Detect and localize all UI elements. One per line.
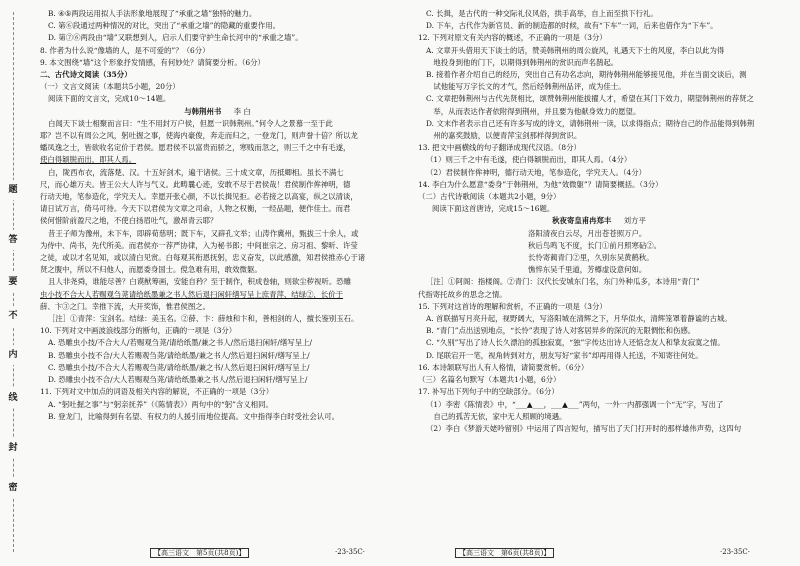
answer-option: 州的嘉奖鼓励，以便青萍宝剑那样得到赏识。 [426, 131, 582, 141]
poem-title-row [418, 215, 780, 227]
subsection-heading: （二）古代诗歌阅读（本题共2小题，9分） [418, 192, 561, 202]
answer-option: B. 登龙门，比喻得到有名望、有权力的人援引而地位提高。文中指得李白时受社会认可。 [48, 411, 339, 421]
seal-char: 题 [3, 180, 23, 200]
reading-instruction: 阅读下面的文言文，完成10～14题。 [48, 94, 171, 104]
answer-option: D. 文末作者表示自己还有许多写成的诗文，请韩荆州一读，以求得指点；期待自己的作品能得到韩荆 [426, 118, 755, 128]
poem-line: 憔悴东吴千里道，芳樽虚设意何如。 [528, 265, 647, 275]
passage-line: 使白得颖脱而出，即其人焉。 [40, 155, 137, 165]
passage-line: 之徒，或以才名见知，或以清白见赏。白每观其衔恩抚躬，忠义奋发，以此感激，知君侯推赤心于诸 [40, 253, 366, 263]
option-line: D. 第⑦⑥两段由“墙”又联想到人，启示人们要守护生命长河中的“承重之墙”。 [48, 33, 303, 43]
question-15: 15. 下列对这首诗的理解和赏析，不正确的一项是（3分） [418, 301, 607, 311]
answer-option: B. 接着作者介绍自己的经历，突出自己有功名志向，期待韩荆州能够接见他，并在当面交谈后，测 [426, 70, 747, 80]
question-8: 8. 作者为什么说“像墙的人，是不可爱的”？（6分） [40, 45, 210, 55]
poem-author: 刘方平 [623, 216, 646, 226]
footer-right [455, 548, 554, 558]
answer-option: 地投身到他的门下，以期得到韩荆州的赏识而声名鹊起。 [426, 57, 619, 67]
answer-option: A. 首联描写月亮升起，视野阔大，写洛阳城在清辉之下，月华似水，清辉笼罩着静谧的古城。 [426, 314, 732, 324]
passage-line: 薛、卞③之门。幸推下流，大开奖饰，惟君侯图之。 [40, 301, 210, 311]
page-code: ·23-35C· [720, 548, 750, 556]
answer-option: B. 恐雕虫小技不合/大人若赐观刍荛/请给纸墨/兼之书人/然后退扫闲轩/缮写呈上/ [48, 350, 310, 360]
seal-char: 不 [3, 306, 23, 326]
seal-char: 密 [3, 478, 23, 498]
passage-title: 与韩荆州书 [184, 106, 222, 116]
page-code: ·23-35C· [335, 548, 365, 556]
sub-question: （1）李密《陈情表》中，“___▲___，___▲___”两句，一外一内都强调一个“无”字，写出了 [426, 399, 724, 409]
footer-left-code [335, 548, 365, 556]
reading-instruction: 阅读下面这首唐诗，完成15～16题。 [432, 204, 555, 214]
passage-line: 且人非尧舜，谁能尽善？白谟猷筹画，安能自矜？至于制作，积成卷轴，则欲尘秽视听。恐雕 [48, 277, 352, 287]
seal-margin [0, 0, 26, 566]
question-17: 17. 补写出下列句子中的空缺部分。（6分） [418, 387, 559, 397]
seal-char: 答 [3, 230, 23, 250]
passage-title-row [40, 106, 395, 118]
answer-option: C. “久别”写出了诗人长久漂泊的孤独寂寞，“独”字传达出诗人还惦念友人和挚友寂寞之情。 [426, 338, 725, 348]
passage-line: 昔王子师为豫州，未下车，即辟荀慈明；既下车，又辟孔文举；山涛作冀州，甄拔三十余人，或 [48, 228, 359, 238]
sub-question: 自己的孤苦无依，家中无人照顾的境遇。 [426, 411, 567, 421]
poem-line: 洛阳清夜白云尽，月出苍苍照万户。 [528, 228, 647, 238]
subsection-heading: （三）名篇名句默写（本题共1小题，6分） [418, 375, 561, 385]
answer-option: C. 恐雕虫小技/不合大人若赐观刍荛/请给纸墨/兼之书/人然后退扫闲轩/缮写呈上/ [48, 362, 310, 372]
passage-line: 虫小技不合大人若赐观刍荛请给纸墨兼之书人然后退扫闲轩缮写呈上庶青萍、结绿②，长价于 [40, 289, 344, 299]
question-11: 11. 下列对文中加点的词语及相关内容的解说，不正确的一项是（3分） [40, 387, 274, 397]
sub-question: （1）则三千之中有毛遂，使白得颖脱而出，即其人焉。（4分） [426, 155, 632, 165]
sub-question: （2）李白《梦游天姥吟留别》中运用了四言短句，描写出了天门打开时的那样雄伟声势，这四句 [426, 423, 742, 433]
footer-right-code [720, 548, 750, 556]
seal-char: 内 [3, 345, 23, 365]
passage-line: 贤之腹中，所以不归他人，而愿委身国士。傥急难有用，敢效微躯。 [40, 265, 262, 275]
passage-line: 为侍中、尚书，先代所美。而君侯亦一荐严协律，入为秘书郎；中间崔宗之、房习祖、黎昕、许莹 [40, 240, 358, 250]
seal-char: 线 [3, 388, 23, 408]
passage-line: 行动天地，笔参造化，学究天人。幸愿开张心颜，不以长揖见拒。必若接之以高宴，纵之以清谈， [40, 192, 358, 202]
seal-char: 要 [3, 272, 23, 292]
answer-option: D. 恐雕虫小技不合/大人若赐观刍荛/请给纸墨兼之书人/然后退扫闲轩/缮写呈上/ [48, 375, 308, 385]
answer-option: B. “青门”点出送别地点，“长怜”表现了诗人对客居异乡的深沉的无限惆怅和伤感。 [426, 326, 696, 336]
footer-left [150, 548, 249, 558]
passage-line: 白闻天下谈士相聚而言曰：“生不用封万户侯，但愿一识韩荆州。”何令人之景慕一至于此 [48, 118, 333, 128]
poem-note: ［注］①阿阁：指楼阁。②青门：汉代长安城东门名，东门外种瓜多，本诗用“青门” [426, 277, 700, 287]
passage-line: 请日试万言，倚马可待。今天下以君侯为文章之司命，人物之权衡，一经品题，便作佳士。而君 [40, 204, 351, 214]
passage-line: 侯何惜阶前盈尺之地，不使白扬眉吐气，激昂青云耶？ [40, 216, 218, 226]
question-13: 13. 把文中画横线的句子翻译成现代汉语。（8分） [418, 143, 581, 153]
answer-option: C. 文章把韩荆州与古代先贤相比，颂赞韩荆州能拔擢人才，希望在其门下效力，期望韩荆州的荐贤之 [426, 94, 754, 104]
passage-author: 李 白 [233, 106, 251, 116]
passage-line: 白，陇西布衣，流落楚、汉。十五好剑术，遍干诸侯。三十成文章，历抵卿相。虽长不满七 [48, 167, 344, 177]
poem-title: 秋夜寄皇甫冉郑丰 [552, 216, 612, 226]
poem-note: 代指寄托故乡的思念之情。 [418, 289, 507, 299]
option-line: C. 第⑥段通过两种情况的对比，突出了“承重之墙”的隐藏的重要作用。 [48, 21, 280, 31]
answer-option: 试他能写万字长文的才气，然后经韩荆州品评，成为佳士。 [426, 82, 626, 92]
subsection-heading: （一）文言文阅读（本题共5小题，20分） [40, 82, 180, 92]
left-page [40, 8, 395, 423]
option-line: D. 下车，古代作为新官员、新的制造都的时候，故有“下车”一词，后来也借作为“下车”。 [426, 21, 718, 31]
sub-question: （2）君侯制作侔神明，德行动天地，笔参造化，学究天人。（4分） [426, 167, 647, 177]
poem-line: 秋后鸟鸣飞不度，长门①前月照寒砧②。 [528, 240, 662, 250]
poem-line: 长怜寄蔺青门②里，久别东吴黄鹤秋。 [528, 253, 654, 263]
passage-line: 尺，而心雄万夫。皆王公大人许与气义。此畴曩心迹，安敢不尽于君侯哉！君侯制作侔神明，德 [40, 179, 351, 189]
page-label: 【高三语文 第6页(共8页)】 [455, 548, 554, 558]
answer-option: A. 文章开头借用天下谈士的话，赞美韩荆州的周公旋风，礼遇天下士的风度，李白以此为得 [426, 45, 725, 55]
question-12: 12. 下列对原文有关内容的概述，不正确的一项是（3分） [418, 33, 607, 43]
seal-char: 封 [3, 438, 23, 458]
right-page [418, 8, 780, 435]
question-14: 14. 李白为什么愿意“委身”于韩荆州，为他“效微躯”？请简要概括。（3分） [418, 179, 663, 189]
passage-note: ［注］①青萍：宝剑名。结绿：美玉名。②薛、卞：薛烛和卞和，善相剑的人，擅长鉴别玉石。 [48, 314, 359, 324]
answer-option: 举，从而表达作者依附得到荆州，并且要为他献身效力的愿望。 [426, 106, 641, 116]
question-10: 10. 下列对文中画波浪线部分的断句，正确的一项是（3分） [40, 326, 237, 336]
option-line: C. 长揖，是古代的一种交际礼仪风俗，拱手高举，自上而至拱下行礼。 [426, 9, 658, 18]
passage-line: 蟠凤逸之士，皆欲收名定价于君侯。愿君侯不以富贵而骄之，寒贱而忽之，则三千之中有毛遂， [40, 143, 351, 153]
passage-line: 耶？岂不以有周公之风，躬吐握之事，使海内豪俊，奔走而归之，一登龙门，则声誉十倍？所以龙 [40, 131, 358, 141]
option-line: B. ④⑤两段运用拟人手法形象地展现了“承重之墙”独特的魅力。 [48, 9, 257, 18]
page-label: 【高三语文 第5页(共8页)】 [150, 548, 249, 558]
answer-option: A. 恐雕虫小技/不合大人/若赐观刍荛/请给纸墨/兼之书人/然后退扫闲轩/缮写呈上/ [48, 338, 312, 348]
answer-option: D. 尾联宕开一笔，视角转到对方，朋友写好“家书”却再用得人托送，不知寄往何处。 [426, 350, 703, 360]
question-16: 16. 本诗颔联写出人有人格情，请简要赏析。（6分） [418, 362, 589, 372]
section-heading: 二、古代诗文阅读（35分） [40, 70, 132, 80]
answer-option: A. “躬吐握之事”与“躬亲抚养”（《陈情表》）两句中的“躬”含义相同。 [48, 399, 273, 409]
question-9: 9. 本文围绕“墙”这个形象抒发情感，有何妙处？请简要分析。（6分） [40, 57, 265, 67]
